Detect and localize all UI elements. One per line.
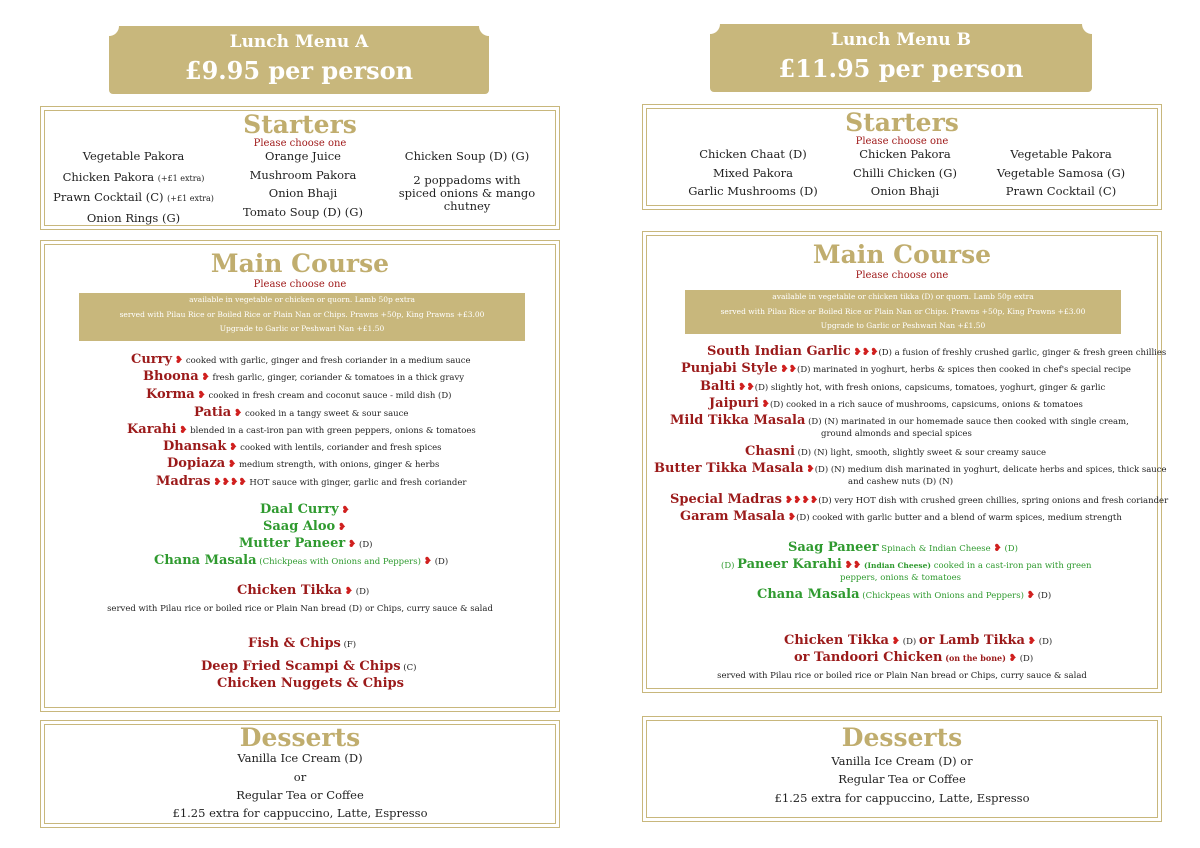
- starters-column-1: [51, 147, 216, 227]
- chili-icon: ❥❥❥❥: [784, 495, 819, 506]
- menu-a-starters-panel: [40, 106, 560, 230]
- dish-butter-tikka-masala: Butter Tikka Masala ❥(D) (N) medium dish marinated in yoghurt, delicate herbs and spices, thick sauce: [654, 461, 1167, 476]
- main-course-info-bar: [79, 293, 525, 341]
- chili-icon: ❥: [423, 556, 432, 567]
- chili-icon: ❥: [197, 390, 206, 401]
- dish-chicken-tikka: Chicken Tikka ❥ (D): [237, 583, 370, 598]
- chili-icon: ❥: [891, 636, 901, 647]
- chili-icon: ❥❥: [780, 364, 797, 375]
- dish-patia: Patia ❥ cooked in a tangy sweet & sour sauce: [194, 405, 409, 420]
- chili-icon: ❥: [806, 464, 815, 475]
- dish-curry: Curry ❥ cooked with garlic, ginger and fresh coriander in a medium sauce: [131, 352, 471, 367]
- dessert-line: Vanilla Ice Cream (D): [237, 751, 363, 765]
- list-item: Prawn Cocktail (C) (+£1 extra): [53, 190, 214, 204]
- list-item: Orange Juice: [265, 149, 341, 163]
- dish-madras: Madras ❥❥❥❥ HOT sauce with ginger, garlic and fresh coriander: [156, 474, 467, 489]
- desserts-heading: Desserts: [239, 723, 361, 752]
- dessert-line: £1.25 extra for cappuccino, Latte, Espresso: [172, 806, 428, 820]
- menu-a-main-panel: [40, 240, 560, 712]
- menu-b-price: £11.95 per person: [778, 54, 1024, 83]
- dish-garam-masala: Garam Masala ❥(D) cooked with garlic butter and a blend of warm spices, medium strength: [680, 509, 1122, 524]
- chili-icon: ❥: [993, 543, 1002, 554]
- menu-b-title: Lunch Menu B: [831, 30, 971, 50]
- dish-chana-masala: Chana Masala (Chickpeas with Onions and Peppers) ❥ (D): [154, 553, 449, 568]
- chili-icon: ❥: [229, 442, 238, 453]
- dish-desc-continued: peppers, onions & tomatoes: [840, 573, 962, 583]
- list-item: Mushroom Pakora: [249, 167, 357, 182]
- chili-icon: ❥: [337, 522, 347, 533]
- info-line: available in vegetable or chicken tikka (D) or quorn. Lamb 50p extra: [772, 292, 1034, 301]
- list-item: Vegetable Samosa (G): [996, 165, 1126, 180]
- list-item: Chicken Soup (D) (G): [404, 149, 530, 163]
- starters-note: Please choose one: [253, 138, 347, 149]
- dish-mutter-paneer: Mutter Paneer ❥ (D): [239, 536, 373, 551]
- dish-dhansak: Dhansak ❥ cooked with lentils, coriander and fresh spices: [163, 439, 442, 454]
- starters-column-2: [223, 147, 383, 221]
- starters-heading: Starters: [243, 110, 357, 139]
- dessert-line: Vanilla Ice Cream (D) or: [831, 754, 973, 768]
- tikka-served-note: served with Pilau rice or boiled rice or Plain Nan bread (D) or Chips, curry sauce & salad: [107, 604, 493, 614]
- dish-chicken-lamb-tikka: Chicken Tikka ❥ (D) or Lamb Tikka ❥ (D): [784, 633, 1053, 648]
- info-line: served with Pilau Rice or Boiled Rice or Plain Nan or Chips. Prawns +50p, King Prawns +£3.00: [119, 309, 485, 319]
- starters-column-2: [835, 145, 975, 201]
- starters-column-1: [673, 145, 833, 201]
- menu-a-title: Lunch Menu A: [229, 32, 369, 52]
- dish-saag-aloo: Saag Aloo ❥: [263, 519, 347, 534]
- starters-note: Please choose one: [855, 136, 949, 147]
- chili-icon: ❥❥❥❥: [213, 477, 247, 488]
- starters-column-3: [397, 147, 537, 213]
- dish-scampi: Deep Fried Scampi & Chips (C): [201, 659, 417, 674]
- dish-desc-continued: and cashew nuts (D) (N): [848, 477, 954, 487]
- dessert-line: Regular Tea or Coffee: [236, 788, 364, 802]
- menu-a-desserts-panel: [40, 720, 560, 828]
- dish-saag-paneer: Saag Paneer Spinach & Indian Cheese ❥ (D): [788, 540, 1018, 555]
- dish-punjabi-style: Punjabi Style ❥❥(D) marinated in yoghurt, herbs & spices then cooked in chef's special recipe: [681, 361, 1131, 376]
- dish-daal-curry: Daal Curry ❥: [260, 502, 350, 517]
- chili-icon: ❥❥: [844, 560, 862, 571]
- list-item: Mixed Pakora: [712, 165, 794, 180]
- list-item: Vegetable Pakora: [82, 149, 185, 163]
- chili-icon: ❥: [1027, 636, 1037, 647]
- list-item: Onion Rings (G): [86, 210, 181, 225]
- chili-icon: ❥❥❥: [853, 347, 879, 358]
- list-item: Vegetable Pakora: [1010, 147, 1112, 161]
- dish-desc-continued: ground almonds and special spices: [821, 429, 972, 439]
- list-item: Chicken Pakora (+£1 extra): [62, 169, 205, 184]
- info-line: Upgrade to Garlic or Peshwari Nan +£1.50: [820, 321, 986, 330]
- main-course-note: Please choose one: [253, 279, 347, 290]
- dish-bhoona: Bhoona ❥ fresh garlic, ginger, coriander & tomatoes in a thick gravy: [143, 369, 465, 384]
- list-item: Tomato Soup (D) (G): [243, 204, 363, 219]
- chili-icon: ❥: [227, 459, 237, 470]
- main-course-info-bar: [685, 290, 1121, 334]
- dish-balti: Balti ❥❥(D) slightly hot, with fresh onions, capsicums, tomatoes, yoghurt, ginger & garlic: [700, 379, 1106, 394]
- chili-icon: ❥: [201, 372, 210, 383]
- dish-chana-masala: Chana Masala (Chickpeas with Onions and Peppers) ❥ (D): [757, 587, 1052, 602]
- dish-mild-tikka-masala: Mild Tikka Masala (D) (N) marinated in our homemade sauce then cooked with single cream,: [670, 413, 1129, 428]
- main-course-heading: Main Course: [210, 249, 390, 278]
- info-line: served with Pilau Rice or Boiled Rice or Plain Nan or Chips. Prawns +50p, King Prawns +£3.00: [720, 306, 1086, 316]
- dish-paneer-karahi: (D) Paneer Karahi ❥❥ (Indian Cheese) cooked in a cast-iron pan with green: [721, 557, 1092, 572]
- menu-b-starters-panel: [642, 104, 1162, 210]
- chili-icon: ❥: [233, 408, 243, 419]
- desserts-heading: Desserts: [841, 723, 963, 752]
- chili-icon: ❥: [344, 586, 354, 597]
- starters-column-3: [981, 145, 1141, 201]
- main-course-heading: Main Course: [812, 240, 992, 269]
- dessert-line: £1.25 extra for cappuccino, Latte, Espresso: [774, 791, 1030, 805]
- chili-icon: ❥: [174, 355, 184, 366]
- info-line: available in vegetable or chicken or quorn. Lamb 50p extra: [189, 295, 415, 304]
- dish-korma: Korma ❥ cooked in fresh cream and coconut sauce - mild dish (D): [146, 387, 452, 402]
- chili-icon: ❥: [179, 425, 188, 436]
- dish-jaipuri: Jaipuri ❥(D) cooked in a rich sauce of mushrooms, capsicums, onions & tomatoes: [709, 396, 1083, 411]
- chili-icon: ❥: [761, 399, 770, 410]
- list-item: Onion Bhaji: [870, 184, 940, 198]
- chili-icon: ❥: [347, 539, 357, 550]
- chili-icon: ❥: [341, 505, 350, 516]
- chili-icon: ❥❥: [738, 382, 755, 393]
- tikka-served-note: served with Pilau rice or boiled rice or Plain Nan bread or Chips, curry sauce & salad: [717, 671, 1087, 681]
- list-item: Chilli Chicken (G): [853, 165, 957, 180]
- dish-south-indian-garlic: South Indian Garlic ❥❥❥(D) a fusion of freshly crushed garlic, ginger & fresh green chillies: [707, 344, 1167, 359]
- chili-icon: ❥: [1026, 590, 1035, 601]
- chili-icon: ❥: [1008, 653, 1018, 664]
- dish-dopiaza: Dopiaza ❥ medium strength, with onions, ginger & herbs: [167, 456, 440, 471]
- list-item: 2 poppadoms with spiced onions & mango chutney: [398, 172, 536, 213]
- dish-fish-chips: Fish & Chips (F): [248, 636, 357, 651]
- dessert-line: or: [293, 770, 307, 784]
- list-item: Onion Bhaji: [268, 186, 338, 200]
- list-item: Prawn Cocktail (C): [1005, 184, 1117, 198]
- menu-b-main-panel: [642, 231, 1169, 693]
- dish-chasni: Chasni (D) (N) light, smooth, slightly sweet & sour creamy sauce: [745, 444, 1047, 459]
- menu-a-banner: [109, 26, 489, 94]
- main-course-note: Please choose one: [855, 270, 949, 281]
- info-line: Upgrade to Garlic or Peshwari Nan +£1.50: [219, 324, 385, 333]
- menu-b-banner: [710, 24, 1092, 92]
- list-item: Chicken Pakora: [859, 147, 951, 161]
- dish-special-madras: Special Madras ❥❥❥❥(D) very HOT dish with crushed green chillies, spring onions and fresh coriander: [670, 492, 1169, 507]
- chili-icon: ❥: [787, 512, 797, 523]
- starters-heading: Starters: [845, 108, 959, 137]
- dessert-line: Regular Tea or Coffee: [838, 772, 966, 786]
- menu-a-price: £9.95 per person: [184, 56, 414, 85]
- list-item: Chicken Chaat (D): [699, 147, 807, 161]
- menu-b-desserts-panel: [642, 716, 1162, 822]
- dish-karahi: Karahi ❥ blended in a cast-iron pan with green peppers, onions & tomatoes: [127, 422, 476, 437]
- list-item: Garlic Mushrooms (D): [688, 184, 818, 198]
- dish-tandoori-chicken: or Tandoori Chicken (on the bone) ❥ (D): [794, 650, 1034, 665]
- dish-nuggets: Chicken Nuggets & Chips: [217, 676, 404, 691]
